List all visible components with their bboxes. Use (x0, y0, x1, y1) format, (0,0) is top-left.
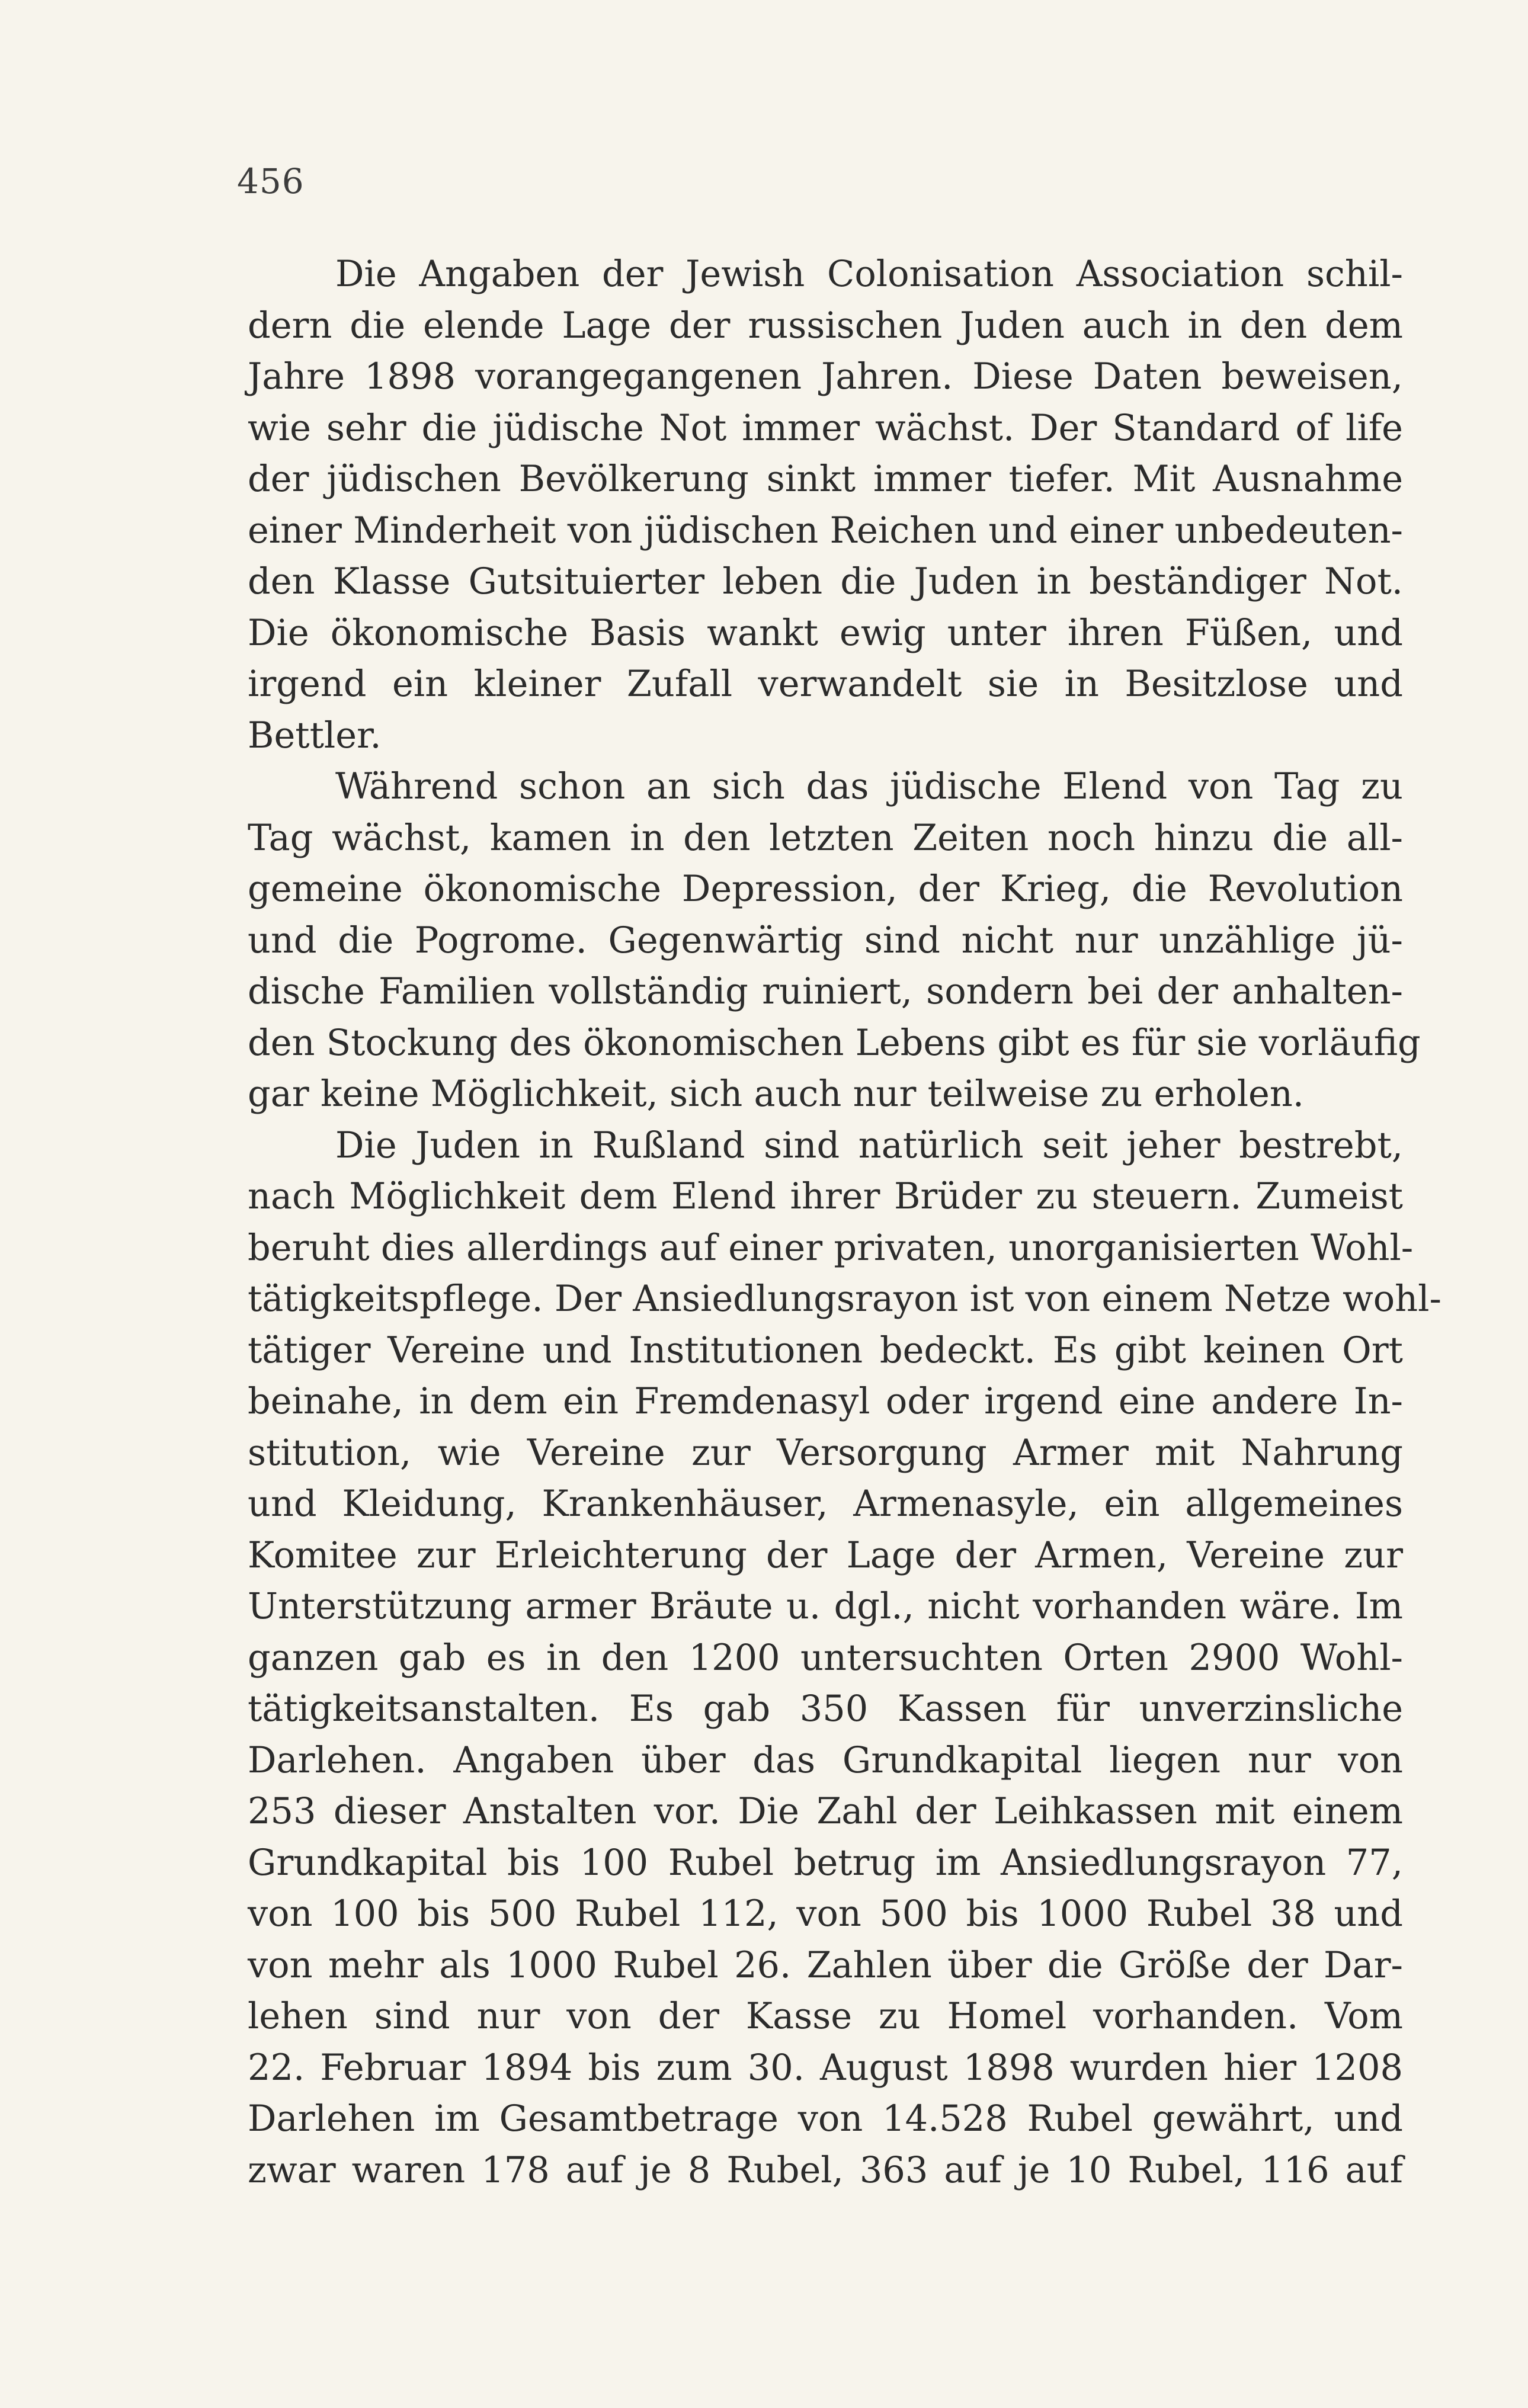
text-line: Jahre 1898 vorangegangenen Jahren. Diese Daten beweisen, (248, 356, 1403, 397)
text-line: einer Minderheit von jüdischen Reichen und einer unbedeuten- (248, 509, 1403, 552)
text-line: tätiger Vereine und Institutionen bedeckt. Es gibt keinen Ort (248, 1329, 1403, 1371)
text-line: wie sehr die jüdische Not immer wächst. Der Standard of life (248, 407, 1403, 449)
paragraph-2 (248, 761, 1421, 1120)
text-line: beruht dies allerdings auf einer privaten, unorganisierten Wohl- (248, 1227, 1414, 1269)
page-text (248, 249, 1441, 2196)
text-line: tätigkeitspflege. Der Ansiedlungsrayon ist von einem Netze wohl- (248, 1278, 1441, 1320)
text-line: Unterstützung armer Bräute u. dgl., nicht vorhanden wäre. Im (248, 1586, 1403, 1627)
text-line: lehen sind nur von der Kasse zu Homel vorhanden. Vom (248, 1996, 1403, 2037)
text-line: den Stockung des ökonomischen Lebens gibt es für sie vorläufig (248, 1022, 1421, 1064)
text-line: 22. Februar 1894 bis zum 30. August 1898 wurden hier 1208 (248, 2047, 1403, 2089)
text-line: 253 dieser Anstalten vor. Die Zahl der Leihkassen mit einem (248, 1791, 1403, 1832)
text-line: Darlehen im Gesamtbetrage von 14.528 Rubel gewährt, und (248, 2098, 1403, 2140)
text-line: beinahe, in dem ein Fremdenasyl oder irgend eine andere In- (248, 1381, 1403, 1422)
text-line: nach Möglichkeit dem Elend ihrer Brüder zu steuern. Zumeist (248, 1176, 1403, 1217)
text-line: ganzen gab es in den 1200 untersuchten Orten 2900 Wohl- (248, 1637, 1403, 1679)
text-line: Die ökonomische Basis wankt ewig unter ihren Füßen, und (248, 612, 1403, 654)
text-line: von 100 bis 500 Rubel 112, von 500 bis 1000 Rubel 38 und (248, 1893, 1403, 1935)
text-line: dern die elende Lage der russischen Juden auch in den dem (248, 304, 1403, 347)
page-number: 456 (237, 161, 305, 201)
text-line: tätigkeitsanstalten. Es gab 350 Kassen für unverzinsliche (248, 1688, 1403, 1730)
text-line: dische Familien vollständig ruiniert, sondern bei der anhalten- (248, 971, 1403, 1012)
text-line: der jüdischen Bevölkerung sinkt immer tiefer. Mit Ausnahme (248, 458, 1403, 500)
text-line: und die Pogrome. Gegenwärtig sind nicht nur unzählige jü- (248, 919, 1403, 961)
text-line: den Klasse Gutsituierter leben die Juden in beständiger Not. (248, 561, 1403, 602)
paragraph-3 (248, 1120, 1441, 2197)
paragraph-1 (248, 249, 1403, 761)
text-line: Während schon an sich das jüdische Elend von Tag zu (335, 766, 1403, 807)
text-line: gemeine ökonomische Depression, der Krieg, die Revolution (248, 868, 1403, 910)
text-line: Die Juden in Rußland sind natürlich seit jeher bestrebt, (335, 1124, 1403, 1166)
text-line: Bettler. (248, 714, 382, 756)
text-line: Grundkapital bis 100 Rubel betrug im Ansiedlungsrayon 77, (248, 1842, 1403, 1884)
text-line: von mehr als 1000 Rubel 26. Zahlen über die Größe der Dar- (248, 1944, 1403, 1986)
text-line: Darlehen. Angaben über das Grundkapital liegen nur von (248, 1739, 1403, 1781)
text-line: gar keine Möglichkeit, sich auch nur teilweise zu erholen. (248, 1073, 1305, 1115)
text-line: Komitee zur Erleichterung der Lage der Armen, Vereine zur (248, 1534, 1403, 1576)
text-line: zwar waren 178 auf je 8 Rubel, 363 auf je 10 Rubel, 116 auf (248, 2149, 1403, 2191)
text-line: Tag wächst, kamen in den letzten Zeiten noch hinzu die all- (248, 817, 1403, 859)
text-line: Die Angaben der Jewish Colonisation Association schil- (335, 254, 1403, 295)
text-line: und Kleidung, Krankenhäuser, Armenasyle, ein allgemeines (248, 1483, 1403, 1525)
text-line: irgend ein kleiner Zufall verwandelt sie in Besitzlose und (248, 663, 1403, 705)
text-line: stitution, wie Vereine zur Versorgung Armer mit Nahrung (248, 1432, 1403, 1474)
